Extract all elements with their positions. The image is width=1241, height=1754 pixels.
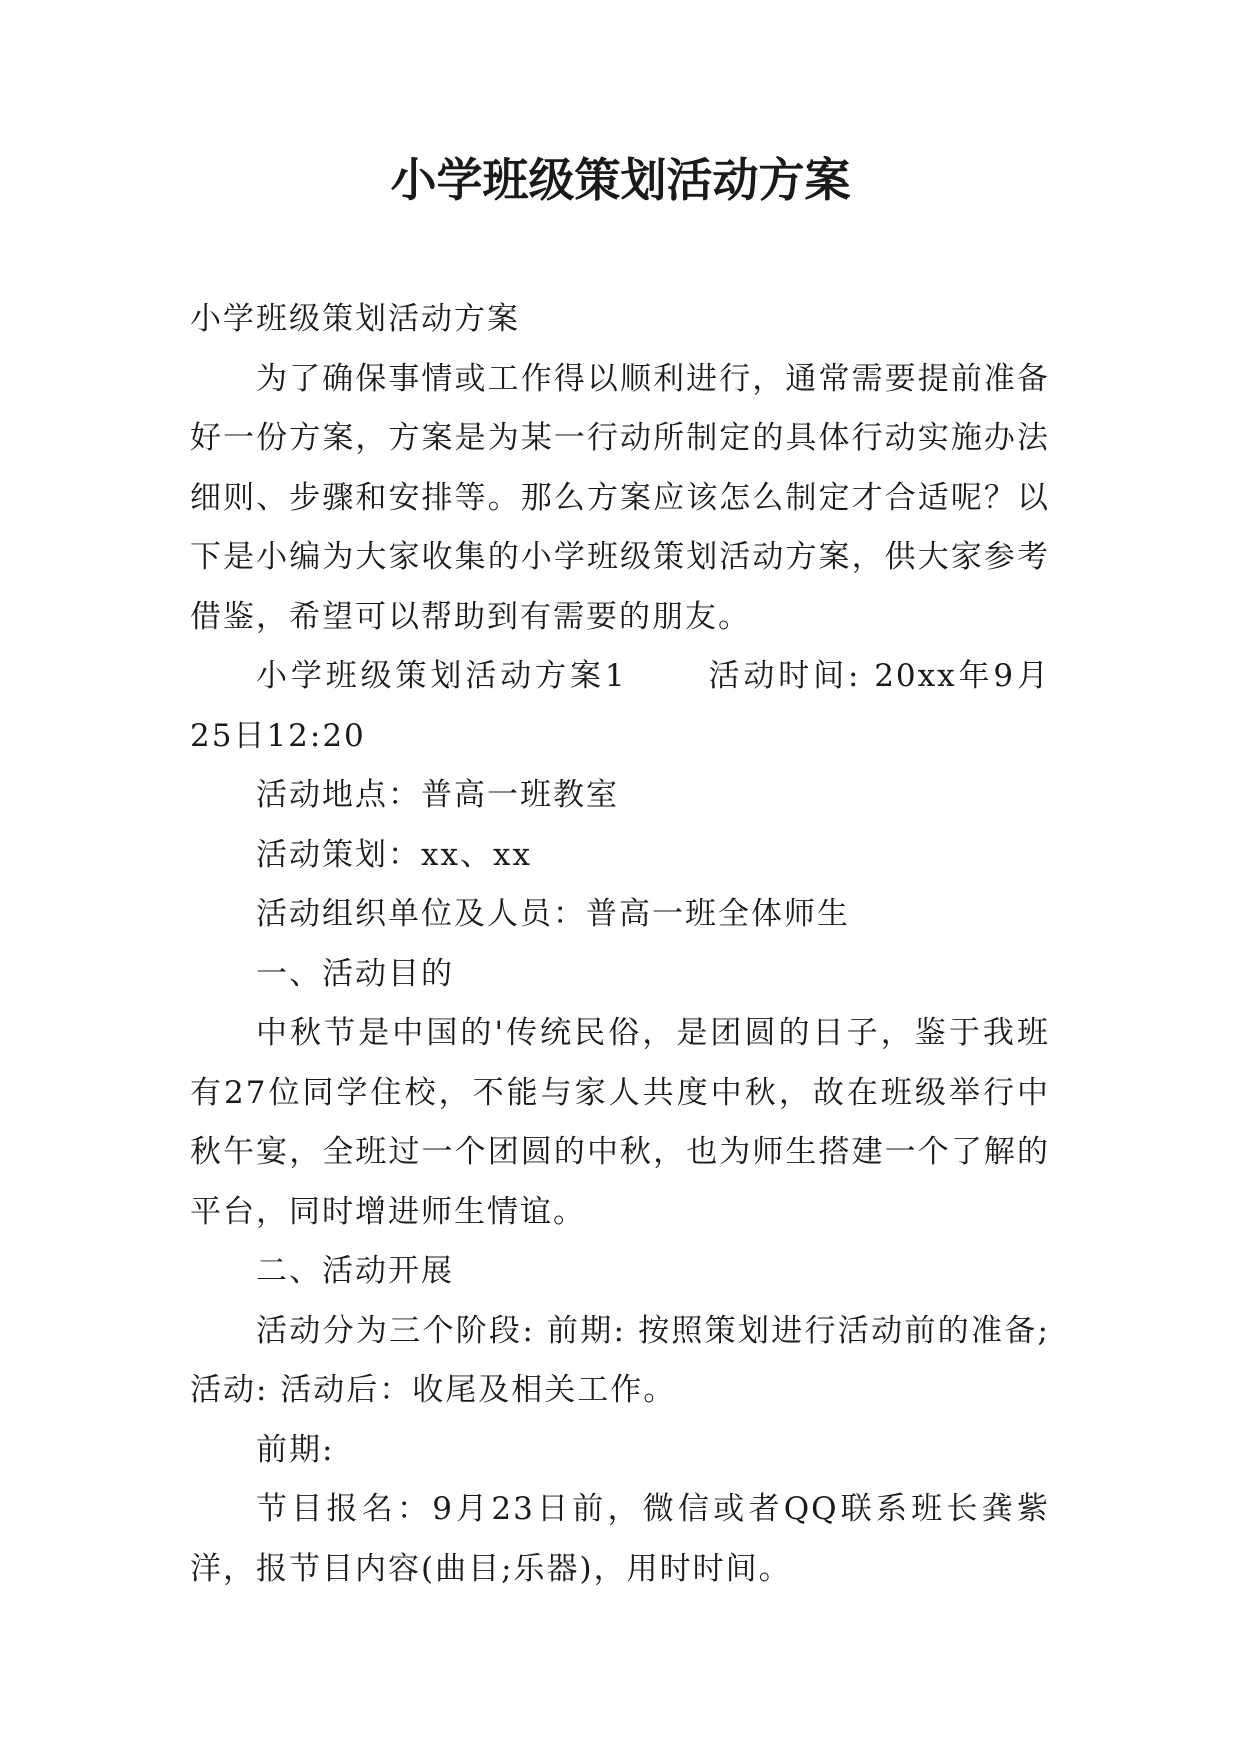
signup-paragraph: 节目报名：9月23日前，微信或者QQ联系班长龚紫洋，报节目内容(曲目;乐器)，用时时间。	[190, 1491, 1050, 1587]
plan1-time: 活动时间: 20xx年9月25日12:20	[190, 658, 1050, 754]
intro-paragraph: 为了确保事情或工作得以顺利进行，通常需要提前准备好一份方案，方案是为某一行动所制定的具体行动实施办法细则、步骤和安排等。那么方案应该怎么制定才合适呢？以下是小编为大家收集的小学班级策划活动方案，供大家参考借鉴，希望可以帮助到有需要的朋友。	[190, 360, 1050, 635]
planner-paragraph: 活动策划：xx、xx	[256, 836, 532, 873]
section1-body: 中秋节是中国的'传统民俗，是团圆的日子，鉴于我班有27位同学住校，不能与家人共度中秋，故在班级举行中秋午宴，全班过一个团圆的中秋，也为师生搭建一个了解的平台，同时增进师生情谊。	[190, 1015, 1050, 1230]
organizer-paragraph: 活动组织单位及人员：普高一班全体师生	[256, 896, 850, 932]
section2-heading: 二、活动开展	[256, 1253, 454, 1289]
section2-body: 活动分为三个阶段: 前期: 按照策划进行活动前的准备; 活动: 活动后：收尾及相关工作。	[190, 1312, 1050, 1408]
plan1-heading: 小学班级策划活动方案1	[256, 658, 627, 694]
location-paragraph: 活动地点：普高一班教室	[256, 777, 619, 813]
plan1-line	[190, 647, 1050, 766]
subtitle: 小学班级策划活动方案	[190, 301, 520, 337]
document-body	[190, 290, 1050, 1599]
early-heading: 前期:	[256, 1431, 335, 1468]
document-title: 小学班级策划活动方案	[390, 153, 851, 207]
section1-heading: 一、活动目的	[256, 955, 454, 992]
